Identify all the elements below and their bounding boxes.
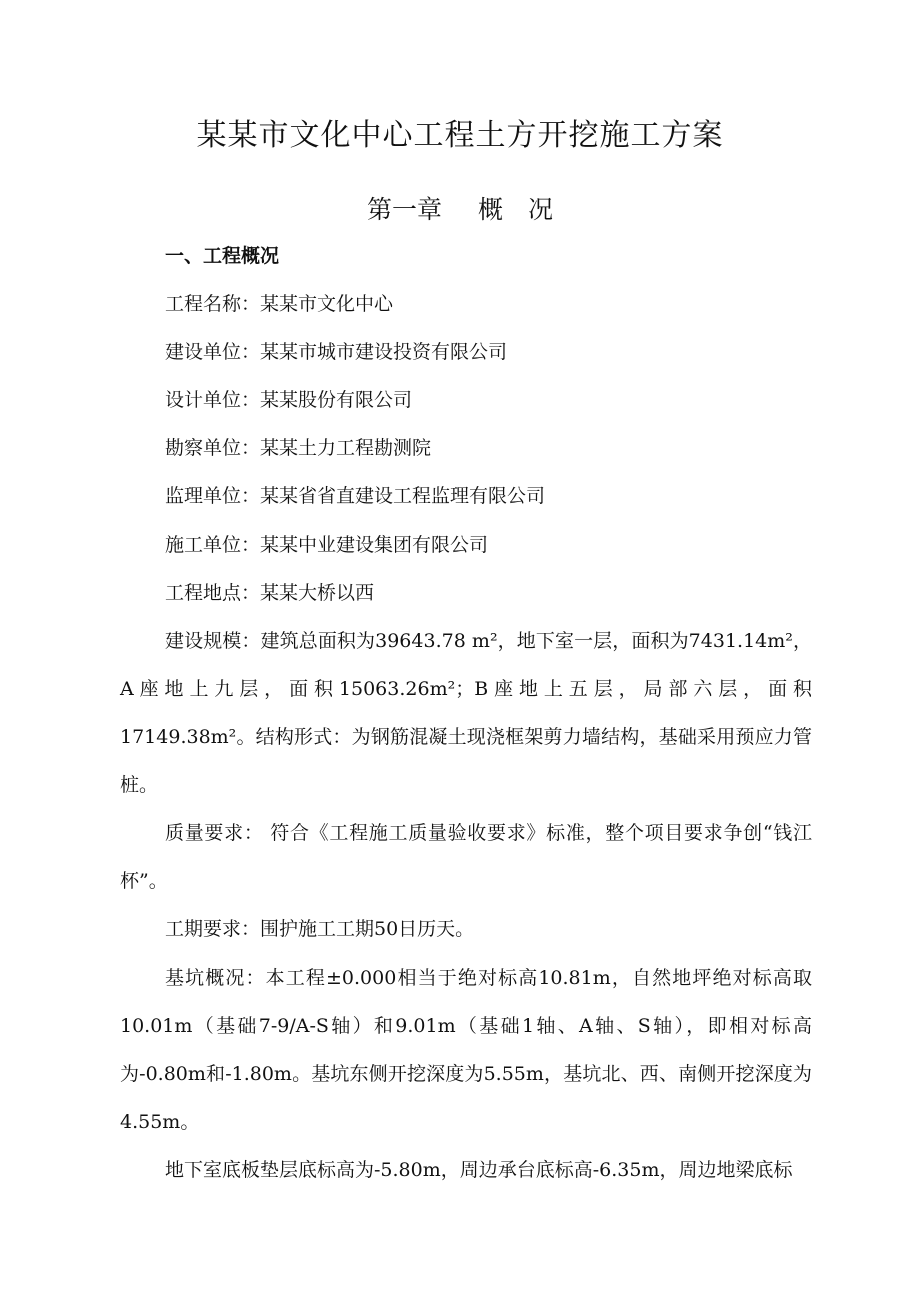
field-value: 某某大桥以西 xyxy=(260,582,375,604)
field-supervisor xyxy=(165,480,545,512)
field-surveyor xyxy=(165,432,431,464)
field-label: 监理单位： xyxy=(165,485,261,507)
field-label: 工程名称： xyxy=(165,293,261,315)
chapter-name: 概 况 xyxy=(478,195,554,224)
chapter-heading xyxy=(0,190,920,230)
field-value: 某某市城市建设投资有限公司 xyxy=(260,341,508,363)
field-label: 勘察单位： xyxy=(165,437,261,459)
field-value: 某某股份有限公司 xyxy=(260,389,413,411)
document-title: 某某市文化中心工程土方开挖施工方案 xyxy=(196,118,724,153)
field-label: 建设单位： xyxy=(165,341,261,363)
field-client xyxy=(165,336,507,368)
paragraph-pit-overview: 基坑概况：本工程±0.000相当于绝对标高10.81m，自然地坪绝对标高取10.01m（基础7-9/A-S轴）和9.01m（基础1轴、A轴、S轴），即相对标高为-0.80m和-1.80m。基坑东侧开挖深度为5.55m，基坑北、西、南侧开挖深度为4.55m。 xyxy=(120,967,812,1133)
field-designer xyxy=(165,384,412,416)
field-location xyxy=(165,577,374,609)
paragraph-basement-levels: 地下室底板垫层底标高为-5.80m，周边承台底标高-6.35m，周边地梁底标 xyxy=(165,1159,793,1181)
field-value: 某某省省直建设工程监理有限公司 xyxy=(260,485,546,507)
field-value: 某某市文化中心 xyxy=(260,293,394,315)
field-value: 某某土力工程勘测院 xyxy=(260,437,432,459)
chapter-number: 第一章 xyxy=(366,195,442,224)
paragraph-schedule: 工期要求：围护施工工期50日历天。 xyxy=(165,918,475,940)
paragraph-scale: 建设规模：建筑总面积为39643.78 m²，地下室一层，面积为7431.14m²，A座地上九层，面积15063.26m²；B座地上五层，局部六层，面积17149.38m²。结构形式：为钢筋混凝土现浇框架剪力墙结构，基础采用预应力管桩。 xyxy=(120,630,812,796)
field-contractor xyxy=(165,529,488,561)
field-project-name xyxy=(165,288,393,320)
section-heading: 一、工程概况 xyxy=(165,245,280,267)
field-label: 工程地点： xyxy=(165,582,261,604)
field-label: 施工单位： xyxy=(165,534,261,556)
paragraph-quality: 质量要求： 符合《工程施工质量验收要求》标准，整个项目要求争创“钱江杯”。 xyxy=(120,822,812,892)
field-value: 某某中业建设集团有限公司 xyxy=(260,534,489,556)
field-label: 设计单位： xyxy=(165,389,261,411)
